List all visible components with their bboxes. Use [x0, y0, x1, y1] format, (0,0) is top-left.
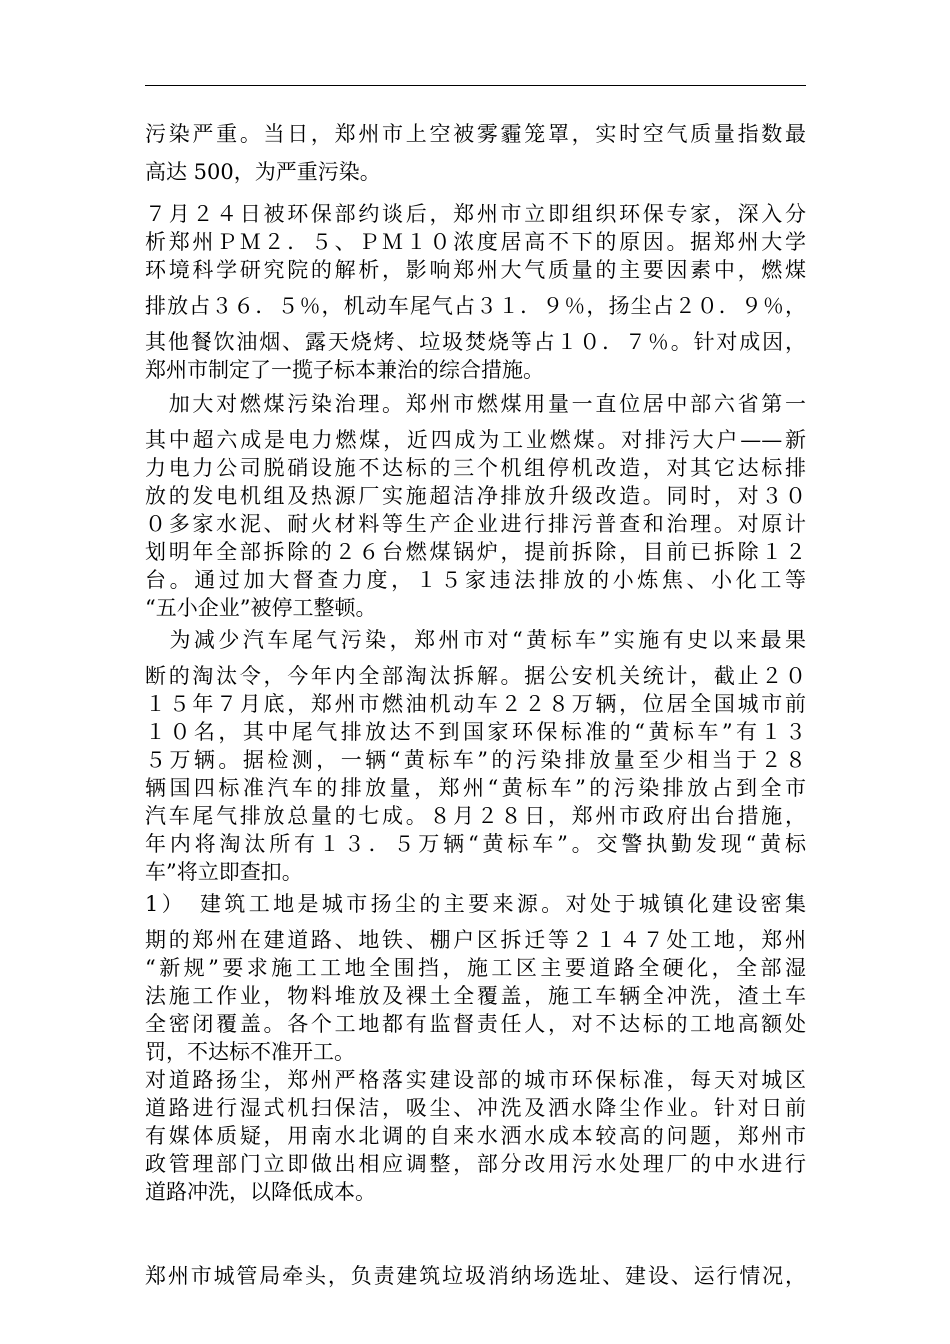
text-line: 道路冲洗，以降低成本。	[145, 1180, 376, 1204]
text-line: 全密闭覆盖。各个工地都有监督责任人，对不达标的工地高额处	[145, 1012, 806, 1036]
header-rule	[145, 85, 806, 86]
text-line: 放的发电机组及热源厂实施超洁净排放升级改造。同时，对３０	[145, 484, 806, 508]
text-line: “新规”要求施工工地全围挡，施工区主要道路全硬化，全部湿	[145, 956, 806, 980]
text-line: 政管理部门立即做出相应调整，部分改用污水处理厂的中水进行	[145, 1152, 806, 1176]
text-line: 郑州市制定了一揽子标本兼治的综合措施。	[145, 358, 544, 382]
text-line: 期的郑州在建道路、地铁、棚户区拆迁等２１４７处工地，郑州	[145, 928, 806, 952]
text-line: 有媒体质疑，用南水北调的自来水洒水成本较高的问题，郑州市	[145, 1124, 806, 1148]
text-line: ５万辆。据检测，一辆“黄标车”的污染排放量至少相当于２８	[145, 748, 806, 772]
text-line: 对道路扬尘，郑州严格落实建设部的城市环保标准，每天对城区	[145, 1068, 806, 1092]
text-line: 环境科学研究院的解析，影响郑州大气质量的主要因素中，燃煤	[145, 258, 806, 282]
text-line: 为减少汽车尾气污染，郑州市对“黄标车”实施有史以来最果	[145, 628, 806, 652]
text-line: 罚，不达标不准开工。	[145, 1040, 355, 1064]
text-line: １５年７月底，郑州市燃油机动车２２８万辆，位居全国城市前	[145, 692, 806, 716]
text-line: 加大对燃煤污染治理。郑州市燃煤用量一直位居中部六省第一	[145, 392, 806, 416]
text-line: 高达 500，为严重污染。	[145, 160, 381, 184]
text-line: 划明年全部拆除的２６台燃煤锅炉，提前拆除，目前已拆除１２	[145, 540, 806, 564]
text-line: ７月２４日被环保部约谈后，郑州市立即组织环保专家，深入分	[145, 202, 806, 226]
text-line: “五小企业”被停工整顿。	[145, 596, 377, 620]
text-line: 法施工作业，物料堆放及裸土全覆盖，施工车辆全冲洗，渣土车	[145, 984, 806, 1008]
text-line: ０多家水泥、耐火材料等生产企业进行排污普查和治理。对原计	[145, 512, 806, 536]
text-line: １０名，其中尾气排放达不到国家环保标准的“黄标车”有１３	[145, 720, 806, 744]
text-line: 汽车尾气排放总量的七成。８月２８日，郑州市政府出台措施，	[145, 804, 806, 828]
text-line: 台。通过加大督查力度，１５家违法排放的小炼焦、小化工等	[145, 568, 806, 592]
text-line: 车”将立即查扣。	[145, 860, 303, 884]
text-line: 其他餐饮油烟、露天烧烤、垃圾焚烧等占１０．７％。针对成因，	[145, 330, 806, 354]
text-line: 1） 建筑工地是城市扬尘的主要来源。对处于城镇化建设密集	[145, 892, 806, 916]
text-line: 排放占３６．５％，机动车尾气占３１．９％，扬尘占２０．９％，	[145, 294, 806, 318]
text-line: 年内将淘汰所有１３．５万辆“黄标车”。交警执勤发现“黄标	[145, 832, 806, 856]
text-line: 郑州市城管局牵头，负责建筑垃圾消纳场选址、建设、运行情况，	[145, 1264, 806, 1288]
text-line: 析郑州ＰＭ２．５、ＰＭ１０浓度居高不下的原因。据郑州大学	[145, 230, 806, 254]
text-line: 其中超六成是电力燃煤，近四成为工业燃煤。对排污大户——新	[145, 428, 806, 452]
text-line: 断的淘汰令，今年内全部淘汰拆解。据公安机关统计，截止２０	[145, 664, 806, 688]
text-line: 污染严重。当日，郑州市上空被雾霾笼罩，实时空气质量指数最	[145, 122, 806, 146]
text-line: 道路进行湿式机扫保洁，吸尘、冲洗及洒水降尘作业。针对日前	[145, 1096, 806, 1120]
text-line: 力电力公司脱硝设施不达标的三个机组停机改造，对其它达标排	[145, 456, 806, 480]
text-line: 辆国四标准汽车的排放量，郑州“黄标车”的污染排放占到全市	[145, 776, 806, 800]
